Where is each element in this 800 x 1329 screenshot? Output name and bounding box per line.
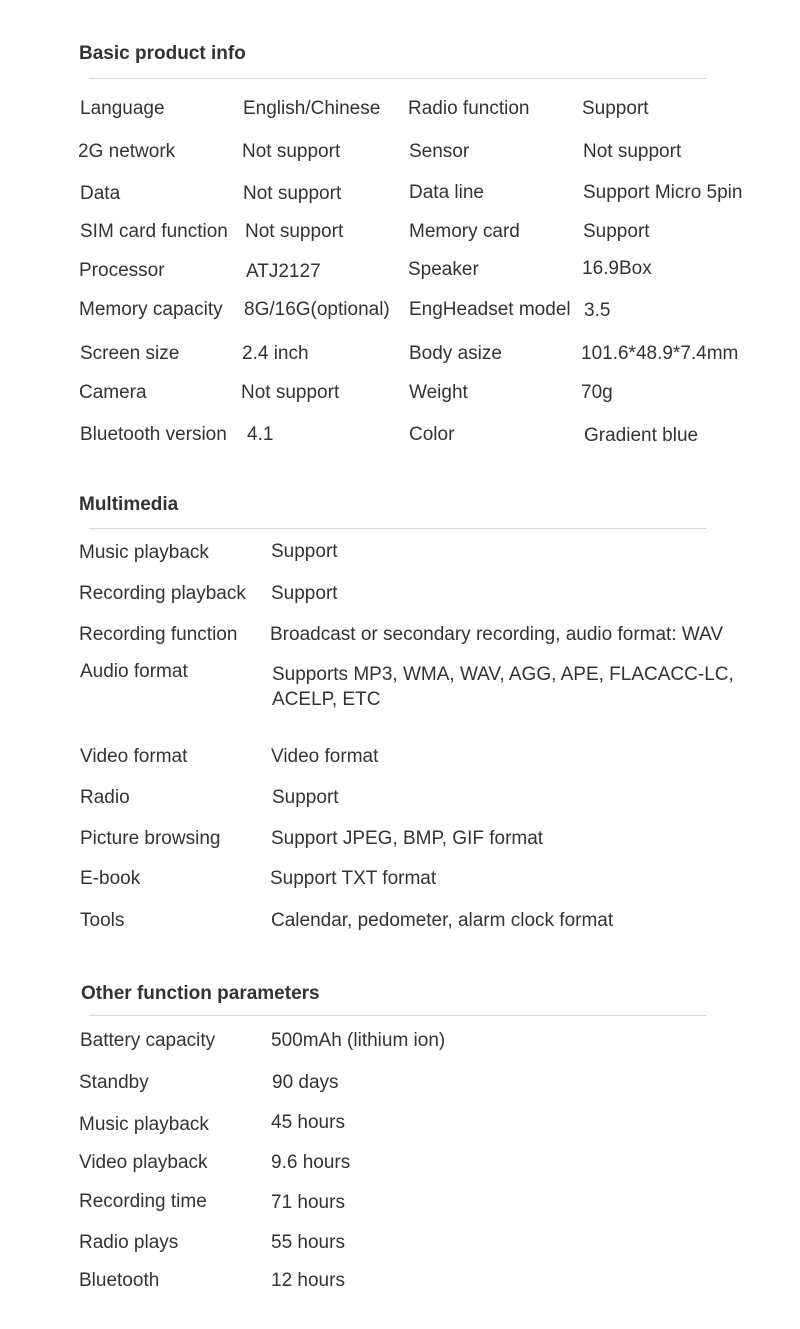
- spec-value: 500mAh (lithium ion): [271, 1030, 446, 1051]
- spec-value: Support: [271, 583, 338, 604]
- spec-label: Weight: [409, 382, 468, 403]
- spec-label: Data: [80, 183, 121, 204]
- spec-label: Camera: [79, 382, 147, 403]
- section-title-multimedia: Multimedia: [79, 494, 179, 515]
- spec-value: Not support: [241, 382, 340, 403]
- spec-value: Support: [271, 541, 338, 562]
- spec-label: Bluetooth version: [80, 424, 227, 445]
- spec-label: Music playback: [79, 542, 209, 563]
- spec-label: Data line: [409, 182, 484, 203]
- spec-label: Audio format: [80, 661, 188, 682]
- spec-value: 8G/16G(optional): [244, 299, 390, 320]
- spec-label: 2G network: [78, 141, 176, 162]
- spec-value: 4.1: [247, 424, 274, 445]
- spec-label: Memory capacity: [79, 299, 223, 320]
- spec-label: Color: [409, 424, 455, 445]
- spec-value: Support Micro 5pin: [583, 182, 743, 203]
- spec-value: Support: [272, 787, 339, 808]
- spec-label: Sensor: [409, 141, 470, 162]
- spec-label: Recording function: [79, 624, 238, 645]
- spec-label: Body asize: [409, 343, 502, 364]
- spec-label: Tools: [80, 910, 125, 931]
- spec-label: EngHeadset model: [409, 299, 571, 320]
- spec-value: Not support: [583, 141, 682, 162]
- spec-label: Bluetooth: [79, 1270, 160, 1291]
- spec-label: Video playback: [79, 1152, 208, 1173]
- spec-value: Not support: [245, 221, 344, 242]
- spec-value: 3.5: [584, 300, 611, 321]
- divider: [89, 528, 706, 529]
- section-title-other: Other function parameters: [81, 983, 320, 1004]
- spec-value: 90 days: [272, 1072, 339, 1093]
- spec-label: Screen size: [80, 343, 180, 364]
- spec-value: Support JPEG, BMP, GIF format: [271, 828, 544, 849]
- spec-value: English/Chinese: [243, 98, 381, 119]
- spec-label: Language: [80, 98, 165, 119]
- spec-value: 55 hours: [271, 1232, 345, 1253]
- section-title-basic: Basic product info: [79, 43, 246, 64]
- spec-label: E-book: [80, 868, 141, 889]
- spec-label: Recording time: [79, 1191, 207, 1212]
- spec-value: Gradient blue: [584, 425, 699, 446]
- divider: [89, 78, 706, 79]
- spec-label: Picture browsing: [80, 828, 221, 849]
- spec-label: Radio: [80, 787, 130, 808]
- spec-value: Not support: [243, 183, 342, 204]
- spec-value: Calendar, pedometer, alarm clock format: [271, 910, 614, 931]
- spec-label: Speaker: [408, 259, 479, 280]
- spec-label: Standby: [79, 1072, 149, 1093]
- spec-value: Support TXT format: [270, 868, 437, 889]
- spec-label: SIM card function: [80, 221, 228, 242]
- spec-value: Not support: [242, 141, 341, 162]
- spec-value: 9.6 hours: [271, 1152, 351, 1173]
- spec-value: 2.4 inch: [242, 343, 309, 364]
- spec-label: Battery capacity: [80, 1030, 216, 1051]
- spec-value: 16.9Box: [582, 258, 652, 279]
- spec-value: Support: [582, 98, 649, 119]
- spec-value: 12 hours: [271, 1270, 345, 1291]
- spec-label: Music playback: [79, 1114, 209, 1135]
- spec-value: Support: [583, 221, 650, 242]
- spec-value: Supports MP3, WMA, WAV, AGG, APE, FLACACC-LC, ACELP, ETC: [272, 664, 734, 710]
- spec-label: Processor: [79, 260, 165, 281]
- spec-value: 45 hours: [271, 1112, 345, 1133]
- spec-value: 101.6*48.9*7.4mm: [581, 343, 739, 364]
- spec-value: ATJ2127: [246, 261, 321, 282]
- spec-value: 70g: [581, 382, 613, 403]
- spec-label: Memory card: [409, 221, 520, 242]
- spec-value: Broadcast or secondary recording, audio format: WAV: [270, 624, 724, 645]
- spec-label: Recording playback: [79, 583, 246, 604]
- spec-label: Radio function: [408, 98, 530, 119]
- spec-label: Radio plays: [79, 1232, 179, 1253]
- spec-value: Video format: [271, 746, 379, 767]
- divider: [89, 1015, 706, 1016]
- spec-value: 71 hours: [271, 1192, 345, 1213]
- spec-label: Video format: [80, 746, 188, 767]
